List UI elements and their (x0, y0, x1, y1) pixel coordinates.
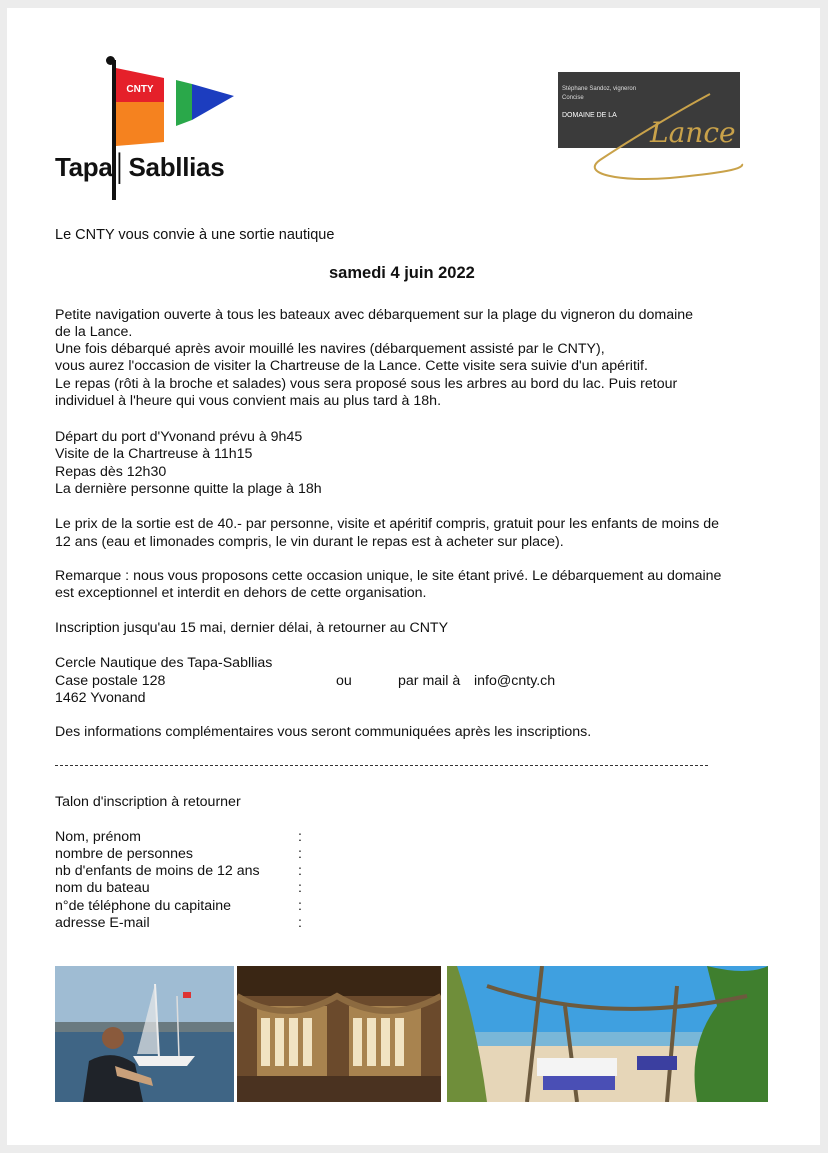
sailing-photo (55, 966, 234, 1102)
winery-script-name: Lance (650, 116, 736, 149)
text-line: de la Lance. (55, 324, 133, 340)
text-line: vous aurez l'occasion de visiter la Chartreuse de la Lance. Cette visite sera suivie d'un apéritif. (55, 358, 648, 374)
flag-text: CNTY (126, 84, 154, 95)
winery-place: Concise (562, 95, 584, 101)
text-line: Remarque : nous vous proposons cette occasion unique, le site étant privé. Le débarquement au domaine (55, 568, 722, 584)
text-line: Petite navigation ouverte à tous les bateaux avec débarquement sur la plage du vigneron du domaine (55, 307, 694, 323)
winery-domain-label: DOMAINE DE LA (562, 112, 617, 119)
form-title: Talon d'inscription à retourner (55, 794, 241, 810)
text-line: 12 ans (eau et limonades compris, le vin durant le repas est à acheter sur place). (55, 534, 564, 550)
form-field-boat[interactable]: : (298, 880, 302, 896)
text-line: Le repas (rôti à la broche et salades) vous sera proposé sous les arbres au bord du lac. Puis retour (55, 376, 678, 392)
text-line: individuel à l'heure qui vous convient mais au plus tard à 18h. (55, 393, 442, 409)
flag-icon (116, 68, 236, 148)
schedule-item: Départ du port d'Yvonand prévu à 9h45 (55, 429, 303, 445)
text-line: Le prix de la sortie est de 40.- par personne, visite et apéritif compris, gratuit pour les enfants de moins de (55, 516, 720, 532)
form-label-people: nombre de personnes (55, 846, 194, 862)
form-label-boat: nom du bateau (55, 880, 150, 896)
form-label-name: Nom, prénom (55, 829, 141, 845)
email-link[interactable]: info@cnty.ch (474, 673, 556, 689)
event-date: samedi 4 juin 2022 (329, 264, 475, 282)
winery-swirl-icon (560, 90, 750, 186)
form-field-email[interactable]: : (298, 915, 302, 931)
address-line: Case postale 128 (55, 673, 166, 689)
brand-name: Tapa│Sabllias (55, 152, 225, 182)
address-line: Cercle Nautique des Tapa-Sabllias (55, 655, 273, 671)
form-label-children: nb d'enfants de moins de 12 ans (55, 863, 260, 879)
form-field-people[interactable]: : (298, 846, 302, 862)
form-label-email: adresse E-mail (55, 915, 150, 931)
schedule-item: Repas dès 12h30 (55, 464, 167, 480)
info-text: Des informations complémentaires vous seront communiquées après les inscriptions. (55, 724, 592, 740)
cut-line (55, 765, 708, 766)
form-field-phone[interactable]: : (298, 898, 302, 914)
address-line: 1462 Yvonand (55, 690, 146, 706)
form-label-phone: n°de téléphone du capitaine (55, 898, 232, 914)
text-line: Une fois débarqué après avoir mouillé les navires (débarquement assisté par le CNTY), (55, 341, 605, 357)
cloister-photo (237, 966, 441, 1102)
or-text: ou (336, 673, 352, 689)
schedule-item: La dernière personne quitte la plage à 18h (55, 481, 322, 497)
winery-person: Stéphane Sandoz, vigneron (562, 86, 637, 92)
form-field-children[interactable]: : (298, 863, 302, 879)
deadline-text: Inscription jusqu'au 15 mai, dernier délai, à retourner au CNTY (55, 620, 449, 636)
form-field-name[interactable]: : (298, 829, 302, 845)
schedule-item: Visite de la Chartreuse à 11h15 (55, 446, 253, 462)
intro-text: Le CNTY vous convie à une sortie nautique (55, 227, 335, 243)
beach-photo (447, 966, 768, 1102)
text-line: est exceptionnel et interdit en dehors de cette organisation. (55, 585, 427, 601)
mail-prefix: par mail à (398, 673, 461, 689)
